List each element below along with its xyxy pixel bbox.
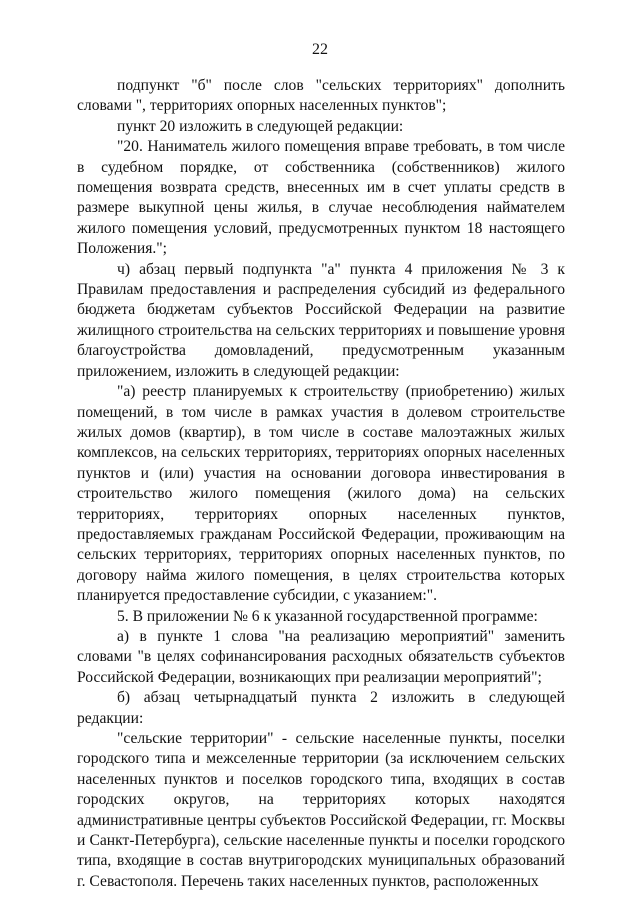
paragraph-rural-definition: "сельские территории" - сельские населенные пункты, поселки городского типа и межселенные территории (за исключением сельских населенных пунктов и поселков городского типа, входящих в состав городских округов, на территориях которых находятся административные центры субъектов Российской Федерации, гг. Москвы и Санкт-Петербурга), сельские населенные пункты и поселки городского типа, входящие в состав внутригородских муниципальных образований г. Севастополя. Перечень таких населенных пунктов, расположенных	[77, 730, 565, 890]
paragraph-registry: "а) реестр планируемых к строительству (приобретению) жилых помещений, в том числе в рамках участия в долевом строительстве жилых домов (квартир), в том числе в составе малоэтажных жилых комплексов, на сельских территориях, территориях опорных населенных пунктов и (или) участия на основании договора инвестирования в строительство жилого помещения (жилого дома) на сельских территориях, территориях опорных населенных пунктов, предоставляемых гражданам Российской Федерации, проживающим на сельских территориях, территориях опорных населенных пунктов, по договору найма жилого помещения, в целях строительства которых планируется предоставление субсидии, с указанием:".	[77, 383, 565, 605]
paragraph-point-20-text: "20. Наниматель жилого помещения вправе требовать, в том числе в судебном порядке, от собственника (собственников) жилого помещения возврата средств, внесенных им в счет уплаты средств в размере выкупной цены жилья, в случае несоблюдения наймателем жилого помещения условий, предусмотренных пунктом 18 настоящего Положения.";	[77, 138, 565, 258]
paragraph-item-5b: б) абзац четырнадцатый пункта 2 изложить в следующей редакции:	[77, 689, 565, 727]
paragraph-ch: ч) абзац первый подпункта "а" пункта 4 приложения № 3 к Правилам предоставления и распределения субсидий из федерального бюджета бюджетам субъектов Российской Федерации на развитие жилищного строительства на сельских территориях и повышение уровня благоустройства домовладений, предусмотренным указанным приложением, изложить в следующей редакции:	[77, 260, 565, 380]
paragraph-subpoint-b: подпункт "б" после слов "сельских территориях" дополнить словами ", территориях опорных населенных пунктов";	[77, 77, 565, 115]
paragraph-item-5: 5. В приложении № 6 к указанной государственной программе:	[117, 607, 538, 625]
paragraph-point-20-intro: пункт 20 изложить в следующей редакции:	[117, 117, 404, 135]
page-number: 22	[312, 41, 328, 58]
paragraph-item-5a: а) в пункте 1 слова "на реализацию мероприятий" заменить словами "в целях софинансирования расходных обязательств субъектов Российской Федерации, возникающих при реализации мероприятий";	[77, 627, 565, 686]
document-body	[77, 76, 565, 892]
